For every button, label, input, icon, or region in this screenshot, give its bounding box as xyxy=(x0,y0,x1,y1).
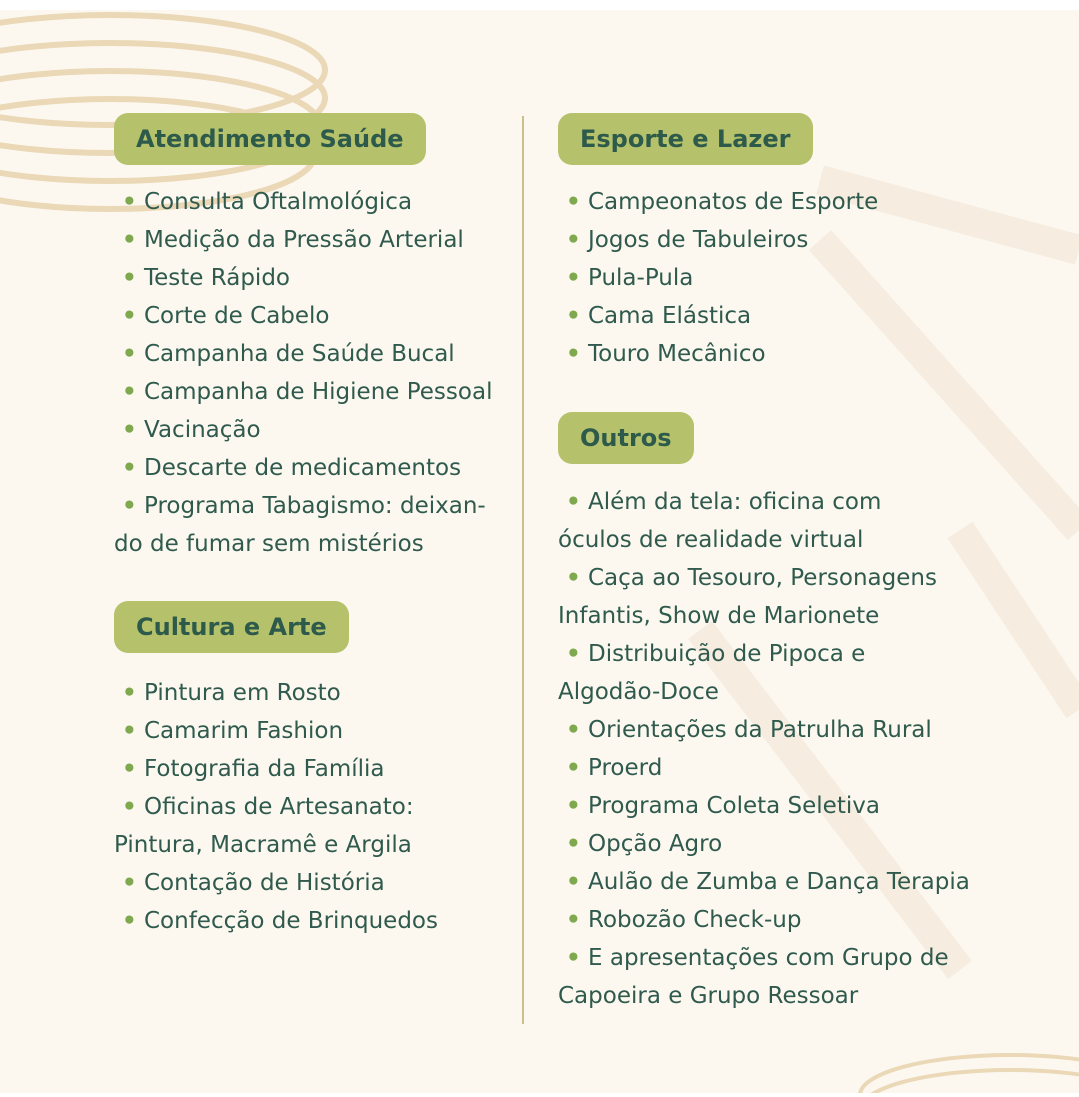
bullet-icon: • xyxy=(566,565,581,591)
bullet-icon: • xyxy=(122,908,137,934)
bullet-icon: • xyxy=(566,907,581,933)
section-title-esporte: Esporte e Lazer xyxy=(558,113,813,165)
list-item: • Pintura em Rosto xyxy=(114,674,438,712)
list-item: • Descarte de medicamentos xyxy=(114,449,492,487)
bullet-icon: • xyxy=(566,265,581,291)
list-item-continuation: Capoeira e Grupo Ressoar xyxy=(558,983,859,1009)
column-divider xyxy=(522,116,524,1024)
list-item: • Programa Tabagismo: deixan- xyxy=(114,487,492,525)
list-item-continuation: Pintura, Macramê e Argila xyxy=(114,832,412,858)
flyer-sheet xyxy=(0,10,1079,1093)
bullet-icon: • xyxy=(566,641,581,667)
bullet-icon: • xyxy=(122,493,137,519)
list-item: • Aulão de Zumba e Dança Terapia xyxy=(558,863,970,901)
list-item: • Teste Rápido xyxy=(114,259,492,297)
section-title-saude: Atendimento Saúde xyxy=(114,113,426,165)
list-item: • Corte de Cabelo xyxy=(114,297,492,335)
list-item: • Consulta Oftalmológica xyxy=(114,183,492,221)
bullet-icon: • xyxy=(122,265,137,291)
list-item-continuation: Algodão-Doce xyxy=(558,679,719,705)
list-item: • Confecção de Brinquedos xyxy=(114,902,438,940)
bullet-icon: • xyxy=(122,303,137,329)
bullet-icon: • xyxy=(122,794,137,820)
bullet-icon: • xyxy=(566,793,581,819)
list-item: • Fotografia da Família xyxy=(114,750,438,788)
list-cultura xyxy=(114,674,438,940)
list-item: • Programa Coleta Seletiva xyxy=(558,787,970,825)
list-item-continuation: Infantis, Show de Marionete xyxy=(558,603,880,629)
bullet-icon: • xyxy=(566,755,581,781)
bullet-icon: • xyxy=(566,831,581,857)
bullet-icon: • xyxy=(566,303,581,329)
list-item: • Cama Elástica xyxy=(558,297,878,335)
bullet-icon: • xyxy=(566,227,581,253)
list-item: • Camarim Fashion xyxy=(114,712,438,750)
bullet-icon: • xyxy=(122,870,137,896)
list-item: • Oficinas de Artesanato: xyxy=(114,788,438,826)
list-item: • Medição da Pressão Arterial xyxy=(114,221,492,259)
bullet-icon: • xyxy=(122,189,137,215)
list-esporte xyxy=(558,183,878,373)
list-item: • Campanha de Higiene Pessoal xyxy=(114,373,492,411)
bullet-icon: • xyxy=(566,489,581,515)
bullet-icon: • xyxy=(566,869,581,895)
list-item: • Vacinação xyxy=(114,411,492,449)
section-title-cultura: Cultura e Arte xyxy=(114,601,349,653)
list-item: • Touro Mecânico xyxy=(558,335,878,373)
bottom-right-rings xyxy=(860,1055,1079,1093)
list-item: • Jogos de Tabuleiros xyxy=(558,221,878,259)
bullet-icon: • xyxy=(122,718,137,744)
bullet-icon: • xyxy=(566,945,581,971)
list-item: • Contação de História xyxy=(114,864,438,902)
list-item-continuation: óculos de realidade virtual xyxy=(558,527,864,553)
list-item: • Campanha de Saúde Bucal xyxy=(114,335,492,373)
list-item: • Caça ao Tesouro, Personagens xyxy=(558,559,970,597)
list-item-continuation: do de fumar sem mistérios xyxy=(114,531,424,557)
bullet-icon: • xyxy=(122,417,137,443)
bullet-icon: • xyxy=(566,341,581,367)
section-title-outros: Outros xyxy=(558,412,694,464)
bullet-icon: • xyxy=(122,680,137,706)
list-item: • Orientações da Patrulha Rural xyxy=(558,711,970,749)
list-saude xyxy=(114,183,492,563)
list-item: • E apresentações com Grupo de xyxy=(558,939,970,977)
list-outros xyxy=(558,483,970,1015)
list-item: • Distribuição de Pipoca e xyxy=(558,635,970,673)
list-item: • Além da tela: oficina com xyxy=(558,483,970,521)
bullet-icon: • xyxy=(566,717,581,743)
list-item: • Proerd xyxy=(558,749,970,787)
list-item: • Campeonatos de Esporte xyxy=(558,183,878,221)
bullet-icon: • xyxy=(122,379,137,405)
bullet-icon: • xyxy=(122,455,137,481)
bullet-icon: • xyxy=(122,227,137,253)
bullet-icon: • xyxy=(122,341,137,367)
list-item: • Robozão Check-up xyxy=(558,901,970,939)
top-left-rings xyxy=(0,15,325,209)
bullet-icon: • xyxy=(566,189,581,215)
list-item: • Pula-Pula xyxy=(558,259,878,297)
list-item: • Opção Agro xyxy=(558,825,970,863)
bullet-icon: • xyxy=(122,756,137,782)
